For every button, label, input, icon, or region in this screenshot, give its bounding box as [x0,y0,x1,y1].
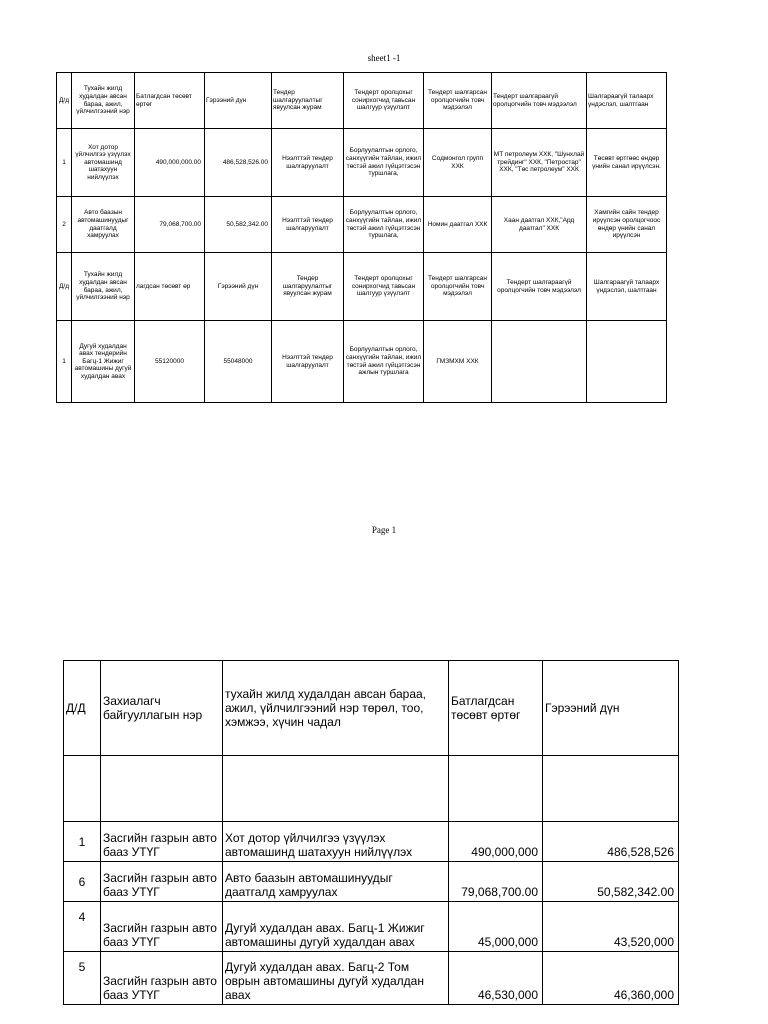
table-cell [492,321,587,403]
table-cell: Нээлттэй тендер шалгаруулалт [272,321,344,403]
table-cell: Нээлттэй тендер шалгаруулалт [272,197,344,253]
header-cell: Д/д [57,253,72,321]
table-header-row [57,73,667,129]
table-cell [587,321,667,403]
table-row [64,902,679,952]
table-cell: Авто баазын автомашинуудыг даатгалд хамруулах [223,862,449,902]
table-cell: Борлуулалтын орлого, санхүүгийн тайлан, ижил төстэй ажил гүйцэтгэсэн туршлага, [344,197,424,253]
table-cell: 1 [57,129,72,197]
empty-row [64,756,679,822]
header-cell: Шалгараагүй талаарх үндэслэл, шалтгаан [587,73,667,129]
header-cell: Гэрээний дүн [205,253,272,321]
table-cell: 2 [57,197,72,253]
header-cell: Тендерт шалгарсан оролцогчийн товч мэдээлэл [424,253,492,321]
page-number: Page 1 [371,525,397,535]
header-cell: тухайн жилд худалдан авсан бараа, ажил, үйлчилгээний нэр төрөл, тоо, хэмжээ, хүчин чадал [223,661,449,756]
table-cell: 50,582,342.00 [543,862,679,902]
header-cell: Тендерт оролцохыг сонирхогчид тавьсан шалгуур үзүүлэлт [344,73,424,129]
header-cell: Гэрээний дүн [543,661,679,756]
table-cell: 5 [64,952,101,1005]
header-cell: Тендерт шалгараагүй оролцогчийн товч мэдээлэл [492,253,587,321]
header-cell: Тухайн жилд худалдан авсан бараа, ажил, үйлчилгээний нэр [72,253,135,321]
table-cell: ГМЗМХМ ХХК [424,321,492,403]
table-row [57,197,667,253]
table-header-row [64,661,679,756]
table-row [64,952,679,1005]
table-cell: 79,068,700.00 [135,197,205,253]
header-cell: лагдсан төсөвт өр [135,253,205,321]
table-cell: Хот дотор үйлчилгээ үзүүлэх автомашинд шатахуун нийлүүлэх [72,129,135,197]
table-cell: Борлуулалтын орлого, санхүүгийн тайлан, ижил төстэй ажил гүйцэтгэсэн ажлын туршлага [344,321,424,403]
table-row [57,129,667,197]
table-cell: 46,360,000 [543,952,679,1005]
header-cell: Тендерт шалгарсан оролцогчийн товч мэдээлэл [424,73,492,129]
table-cell: Засгийн газрын авто бааз УТҮГ [101,822,223,862]
header-cell: Тухайн жилд худалдан авсан бараа, ажил, үйлчилгээний нэр [72,73,135,129]
table-cell: Засгийн газрын авто бааз УТҮГ [101,952,223,1005]
table-cell: 486,528,526.00 [205,129,272,197]
procurement-table [63,660,679,1005]
table-cell: Содмонгол групп ХХК [424,129,492,197]
tender-table [56,72,667,403]
table-cell: Дугуй худалдан авах. Багц-2 Том оврын автомашины дугуй худалдан авах [223,952,449,1005]
table-cell: Засгийн газрын авто бааз УТҮГ [101,862,223,902]
table-cell: Борлуулалтын орлого, санхүүгийн тайлан, ижил төстэй ажил гүйцэтгэсэн туршлага, [344,129,424,197]
table-cell: 50,582,342.00 [205,197,272,253]
table-cell: 490,000,000 [449,822,543,862]
table-cell: Засгийн газрын авто бааз УТҮГ [101,902,223,952]
header-cell: Гэрээний дүн [205,73,272,129]
table-cell: Дугуй худалдан авах тендерийн Багц-1 Жижиг автомашины дугуй худалдан авах [72,321,135,403]
table-row [64,862,679,902]
header-cell: Тендер шалгаруулалтыг явуулсан журам [272,253,344,321]
table-cell: 6 [64,862,101,902]
table-cell: Номин даатгал ХХК [424,197,492,253]
table-cell: Төсөвт өртгөөс өндөр үнийн санал ирүүлсэн. [587,129,667,197]
table-cell: Хамгийн сайн тендер ирүүлсэн оролцогчоос өндөр үнийн санал ирүүлсэн [587,197,667,253]
table-cell: Дугуй худалдан авах. Багц-1 Жижиг автомашины дугуй худалдан авах [223,902,449,952]
header-cell: Батлагдсан төсөвт өртөг [449,661,543,756]
table-header-row [57,253,667,321]
sheet-title: sheet1 -1 [367,53,401,63]
table-cell: Хаан даатгал ХХК,"Ард даатгал" ХХК [492,197,587,253]
header-cell: Батлагдсан төсөвт өртөг [135,73,205,129]
table-cell: 1 [57,321,72,403]
header-cell: Тендер шалгаруулалтыг явуулсан журам [272,73,344,129]
table-cell: 55120000 [135,321,205,403]
table-row [57,321,667,403]
table-cell: 79,068,700.00 [449,862,543,902]
table-cell: МТ петролеум ХХК, "Шунхлай трейдинг" ХХК, "Петростар" ХХК, "Төс петролеум" ХХК [492,129,587,197]
table-cell: 486,528,526 [543,822,679,862]
header-cell: Тендерт шалгараагүй оролцогчийн товч мэдээлэл [492,73,587,129]
table-row [64,822,679,862]
header-cell: Захиалагч байгууллагын нэр [101,661,223,756]
table-cell: 45,000,000 [449,902,543,952]
table-cell: 43,520,000 [543,902,679,952]
header-cell: Шалгараагүй талаарх үндэслэл, шалтгаан [587,253,667,321]
header-cell: Д/д [57,73,72,129]
table-cell: Хот дотор үйлчилгээ үзүүлэх автомашинд шатахуун нийлүүлэх [223,822,449,862]
table-cell: Нээлттэй тендер шалгаруулалт [272,129,344,197]
table-cell: 1 [64,822,101,862]
table-cell: 490,000,000.00 [135,129,205,197]
table-cell: Авто баазын автомашинуудыг даатгалд хамруулах [72,197,135,253]
table-cell: 4 [64,902,101,952]
table-cell: 55048000 [205,321,272,403]
header-cell: Д/Д [64,661,101,756]
table-cell: 46,530,000 [449,952,543,1005]
header-cell: Тендерт оролцохыг сонирхогчид тавьсан шалгуур үзүүлэлт [344,253,424,321]
